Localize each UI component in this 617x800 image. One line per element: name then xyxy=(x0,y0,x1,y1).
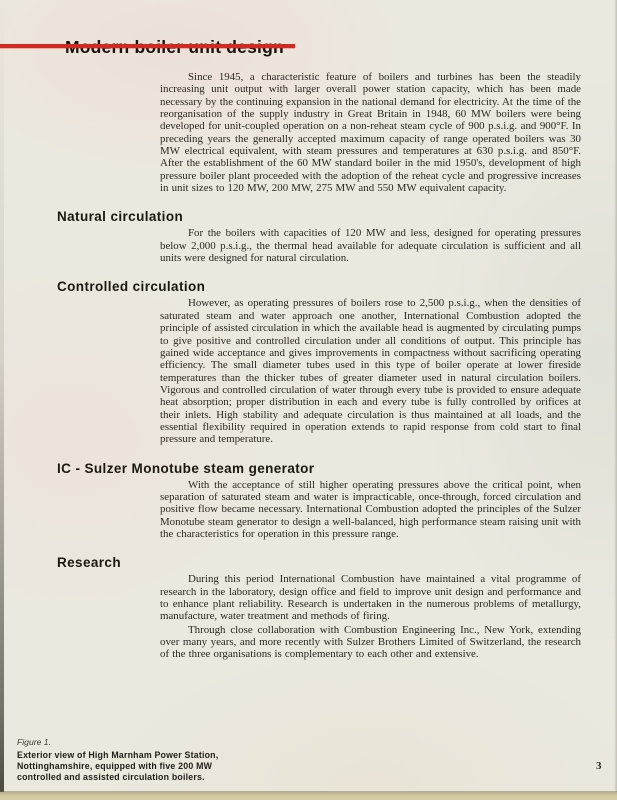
figure-label: Figure 1. xyxy=(17,737,51,747)
section-paragraph: Through close collaboration with Combustion Engineering Inc., New York, extending over many years, and more recently with Sulzer Brothers Limited of Switzerland, the research of the three organisations is complementary to each other and extensive. xyxy=(160,623,581,661)
section-paragraph: During this period International Combustion have maintained a vital programme of research in the laboratory, design office and field to improve unit design and performance and to enhance plant reliability. Research is undertaken in the numerous problems of metallurgy, manufacture, water treatment and methods of firing. xyxy=(160,573,581,623)
section-paragraph: With the acceptance of still higher operating pressures above the critical point, when separation of saturated steam and water is impracticable, once-through, forced circulation and positive flow became necessary. International Combustion adopted the principles of the Sulzer Monotube steam generator to design a well-balanced, high performance steam raising unit with the characteristics for operation in this pressure range. xyxy=(160,478,581,540)
section-paragraph: For the boilers with capacities of 120 MW and less, designed for operating pressures below 2,000 p.s.i.g., the thermal head available for adequate circulation is sufficient and all units were designed for natural circulation. xyxy=(160,227,581,265)
figure-caption-block xyxy=(17,737,225,782)
section-paragraph: However, as operating pressures of boilers rose to 2,500 p.s.i.g., when the densities of saturated steam and water approach one another, International Combustion adopted the principle of assisted circulation in which the available head is augmented by circulating pumps to give positive and controlled circulation under all conditions of output. This principle has gained wide acceptance and gives improvements in compactness without sacrificing operating efficiency. The small diameter tubes used in this type of boiler operate at lower fireside temperatures than the thicker tubes of greater diameter used in natural circulation boilers. Vigorous and controlled circulation of water through every tube is provided to ensure adequate heat absorption; proper distribution in each and every tube is fully controlled by orifices at their inlets. High stability and adequate circulation is thus maintained at all loads, and the essential flexibility required in operation extends to rapid response from cold start to final pressure and temperature. xyxy=(160,297,581,446)
page-bottom-edge xyxy=(0,792,617,800)
page-content xyxy=(0,71,617,661)
page-number: 3 xyxy=(596,760,602,772)
section-heading-natural-circulation: Natural circulation xyxy=(57,209,184,225)
section-heading-research: Research xyxy=(57,555,121,571)
figure-caption: Exterior view of High Marnham Power Station, Nottinghamshire, equipped with five 200 MW controlled and assisted circulation boilers. xyxy=(17,750,219,782)
section-heading-controlled-circulation: Controlled circulation xyxy=(57,279,206,295)
title-underline-rule xyxy=(0,44,295,48)
section-heading-ic-sulzer-monotube: IC - Sulzer Monotube steam generator xyxy=(57,460,315,476)
intro-paragraph: Since 1945, a characteristic feature of boilers and turbines has been the steadily increasing unit output with larger overall power station capacity, which has been made necessary by the continuing expansion in the national demand for electricity. At the time of the reorganisation of the supply industry in Great Britain in 1948, 60 MW boilers were being developed for unit-coupled operation on a non-reheat steam cycle of 900 p.s.i.g. and 900°F. In preceding years the generally accepted maximum capacity of range operated boilers was 30 MW electrical equivalent, with steam pressures and temperatures at 630 p.s.i.g. and 850°F. After the establishment of the 60 MW standard boiler in the mid 1950's, development of high pressure boiler plant proceeded with the adoption of the reheat cycle and progressive increases in unit sizes to 120 MW, 200 MW, 275 MW and 550 MW equivalent capacity. xyxy=(160,71,581,195)
